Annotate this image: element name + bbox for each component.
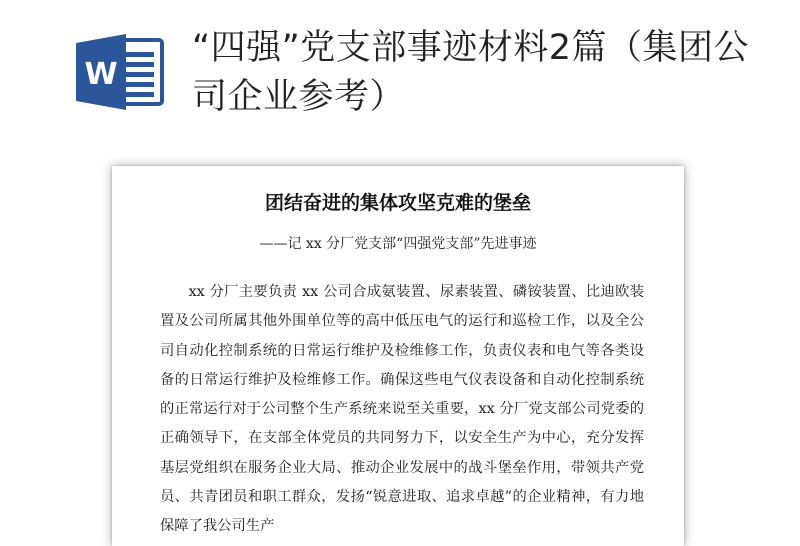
word-icon-letter: W [84,57,118,92]
page-subheading: ——记 xx 分厂党支部“四强党支部”先进事迹 [259,236,537,252]
page-heading: 团结奋进的集体攻坚克难的堡垒 [264,192,531,214]
page-body-paragraph: xx 分厂主要负责 xx 公司合成氨装置、尿素装置、磷铵装置、比迪欧装置及公司所属其他外围单位等的高中低压电气的运行和巡检工作，以及全公司自动化控制系统的日常运行维护及检维修工作，负责仪表和电气等各类设备的日常运行维护及检维修工作。确保这些电气仪表设备和自动化控制系统的正常运行对于公司整个生产系统来说至关重要，xx 分厂党支部公司党委的正确领导下，在支部全体党员的共同努力下，以安全生产为中心，充分发挥基层党组织在服务企业大局、推动企业发展中的战斗堡垒作用，带领共产党员、共青团员和职工群众，发扬“锐意进取、追求卓越”的企业精神，有力地保障了我公司生产 [160,284,644,535]
document-file-title: “四强”党支部事迹材料2篇（集团公司企业参考） [192,28,750,117]
word-document-icon [76,34,164,110]
document-page-preview [112,166,684,546]
